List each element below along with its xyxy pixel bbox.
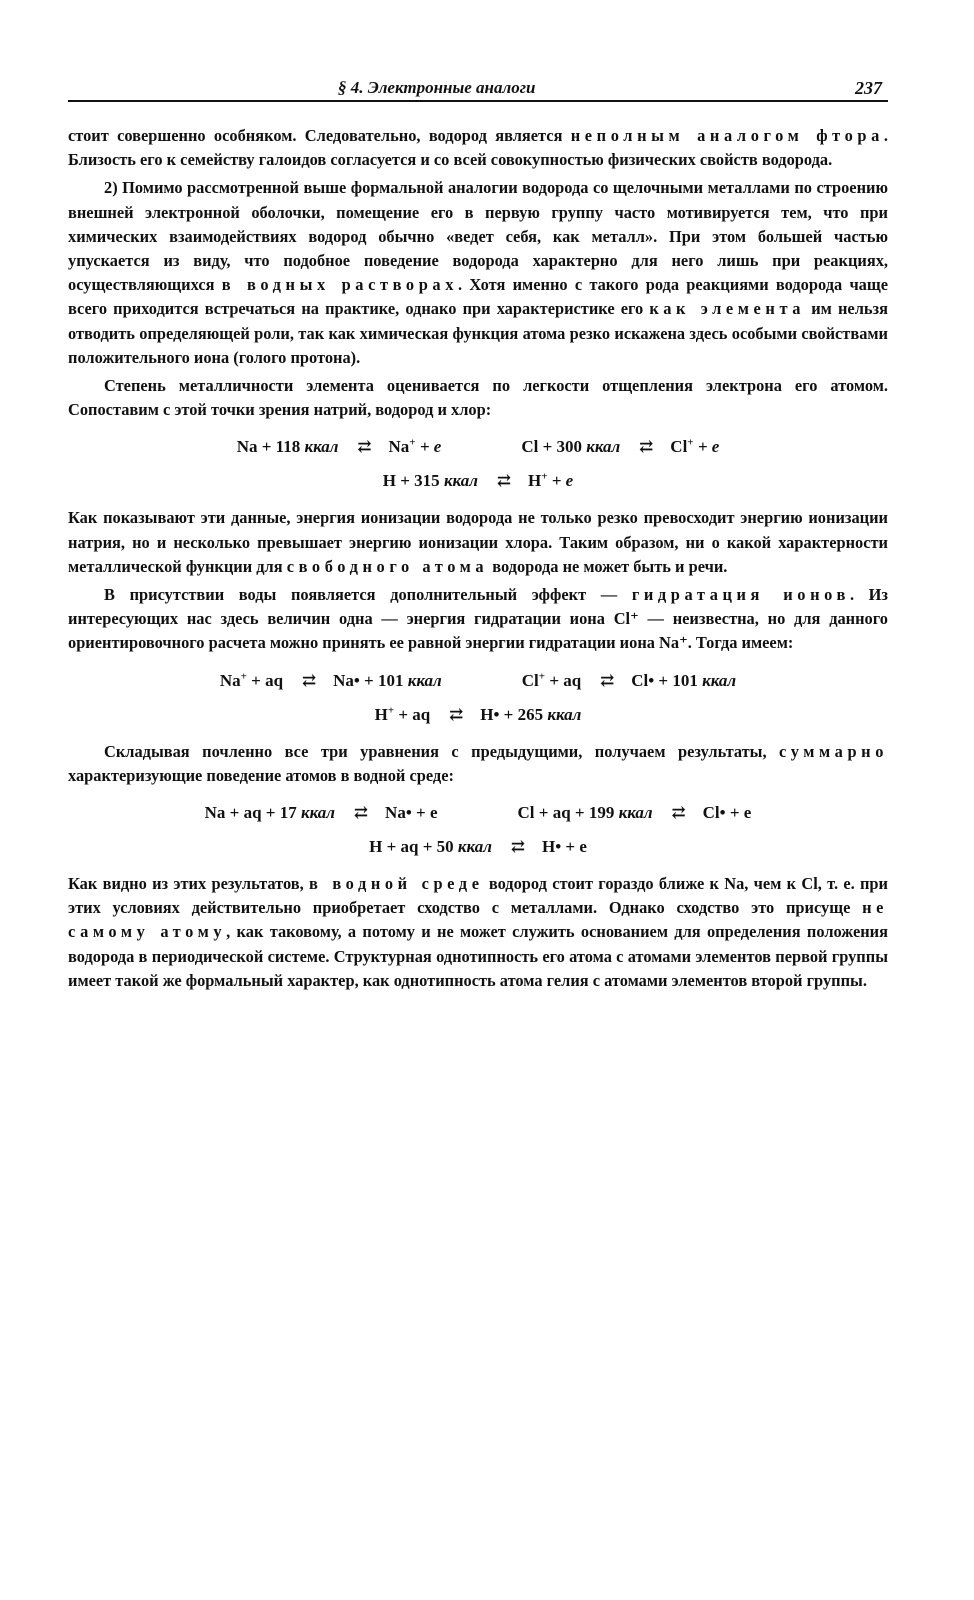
equilibrium-arrow: ⇄ [600, 670, 613, 690]
equation-cl-aqueous: Cl + aq + 199 ккал ⇄ Cl• + e [518, 796, 752, 830]
text-run: . Хотя именно с такого рода реакциями водорода чаще всего приходится встречаться на практике, однако при характеристике его [68, 275, 888, 319]
text-run: водорода не может быть и речи. [488, 556, 728, 576]
paragraph-6 [68, 740, 888, 788]
text-run: В присутствии воды появляется дополнительный эффект — [104, 585, 632, 605]
page-body [68, 124, 888, 993]
text-run: Как видно из этих результатов, [68, 874, 309, 894]
spaced-emphasis: свободного атома [286, 556, 489, 576]
equation-na-aqueous: Na + aq + 17 ккал ⇄ Na• + e [205, 796, 438, 830]
spaced-emphasis: суммарно [779, 741, 888, 761]
paragraph-3: Степень металличности элемента оценивается по легкости отщепления электрона его атомом. Сопоставим с этой точки зрения натрий, водород и хлор: [68, 376, 888, 420]
page-number: 237 [855, 78, 882, 98]
paragraph-1 [68, 124, 888, 172]
spaced-emphasis: неполным аналогом фтора [570, 126, 884, 145]
section-title: § 4. Электронные аналоги [338, 78, 536, 97]
equilibrium-arrow: ⇄ [357, 437, 370, 457]
book-page [68, 72, 888, 997]
equilibrium-arrow: ⇄ [510, 837, 524, 857]
running-header [68, 72, 888, 102]
text-run: Как показывают эти данные, энергия ионизации водорода не только резко превосходит энергию ионизации натрия, но и несколько превышает энергию ионизации хлора. Таким образом, ни о какой характерности металлической функции для [68, 508, 888, 576]
spaced-emphasis: гидратация ионов [631, 585, 850, 605]
equilibrium-arrow: ⇄ [639, 437, 652, 457]
equation-h: H + 315 ккал ⇄ H+ + e [383, 464, 573, 498]
paragraph-7 [68, 872, 888, 993]
equilibrium-arrow: ⇄ [671, 803, 684, 823]
text-run: стоит совершенно особняком. Следовательно, водород является [68, 126, 571, 145]
equation-cl: Cl + 300 ккал ⇄ Cl+ + e [521, 430, 719, 464]
paragraph-4 [68, 506, 888, 579]
spaced-emphasis: в водной среде [309, 874, 484, 894]
equilibrium-arrow: ⇄ [301, 670, 315, 690]
spaced-emphasis: как элемента [649, 299, 806, 319]
text-run: Складывая почленно все три уравнения с предыдущими, получаем результаты, [104, 741, 780, 761]
text-run: им нельзя отводить определяющей роли, так как химическая функция атома резко искажена здесь особыми свойствами положительного иона (голого протона). [68, 299, 889, 367]
text-run: водород стоит гораздо ближе к Na, чем к Cl, т. е. при этих условиях действительно приобретает сходство с металлами. Однако сходство это присуще [68, 874, 888, 918]
text-run: , как таковому, а потому и не может служить основанием для определения положения водорода в периодической системе. Структурная однотипность его атома с атомами элементов первой группы имеет такой же формальный характер, как однотипность атома гелия с атомами элементов второй группы. [68, 922, 888, 990]
equations-ionization [68, 430, 888, 498]
equilibrium-arrow: ⇄ [449, 704, 462, 724]
spaced-emphasis: в водных растворах [221, 275, 458, 295]
equilibrium-arrow: ⇄ [353, 803, 367, 823]
equation-na: Na + 118 ккал ⇄ Na+ + e [237, 430, 442, 464]
equation-h-hydration: H+ + aq ⇄ H• + 265 ккал [375, 698, 582, 732]
text-run: . Близость его к семейству галоидов согласуется и со всей совокупностью физических свойств водорода. [68, 126, 888, 170]
text-run: . Из интересующих нас здесь величин одна — энергия гидратации иона Cl⁺ — неизвестна, но для данного ориентировочного расчета можно принять ее равной энергии гидратации иона Na⁺. Тогда имеем: [68, 585, 889, 653]
equation-na-hydration: Na+ + aq ⇄ Na• + 101 ккал [220, 664, 442, 698]
text-run: характеризующие поведение атомов в водной среде: [68, 765, 454, 785]
equations-hydration [68, 664, 888, 732]
spaced-emphasis: не самому атому [68, 898, 888, 942]
paragraph-5 [68, 583, 888, 656]
text-run: 2) Помимо рассмотренной выше формальной аналогии водорода со щелочными металлами по строению внешней электронной оболочки, помещение его в первую группу часто мотивируется тем, что при химических взаимодействиях водород обычно «ведет себя, как металл». При этом большей частью упускается из виду, что подобное поведение водорода характерно для него лишь при реакциях, осуществляющихся [68, 178, 888, 295]
equilibrium-arrow: ⇄ [496, 471, 510, 491]
equations-aqueous [68, 796, 888, 864]
equation-h-aqueous: H + aq + 50 ккал ⇄ H• + e [369, 830, 587, 864]
equation-cl-hydration: Cl+ + aq ⇄ Cl• + 101 ккал [522, 664, 736, 698]
paragraph-2 [68, 176, 888, 370]
